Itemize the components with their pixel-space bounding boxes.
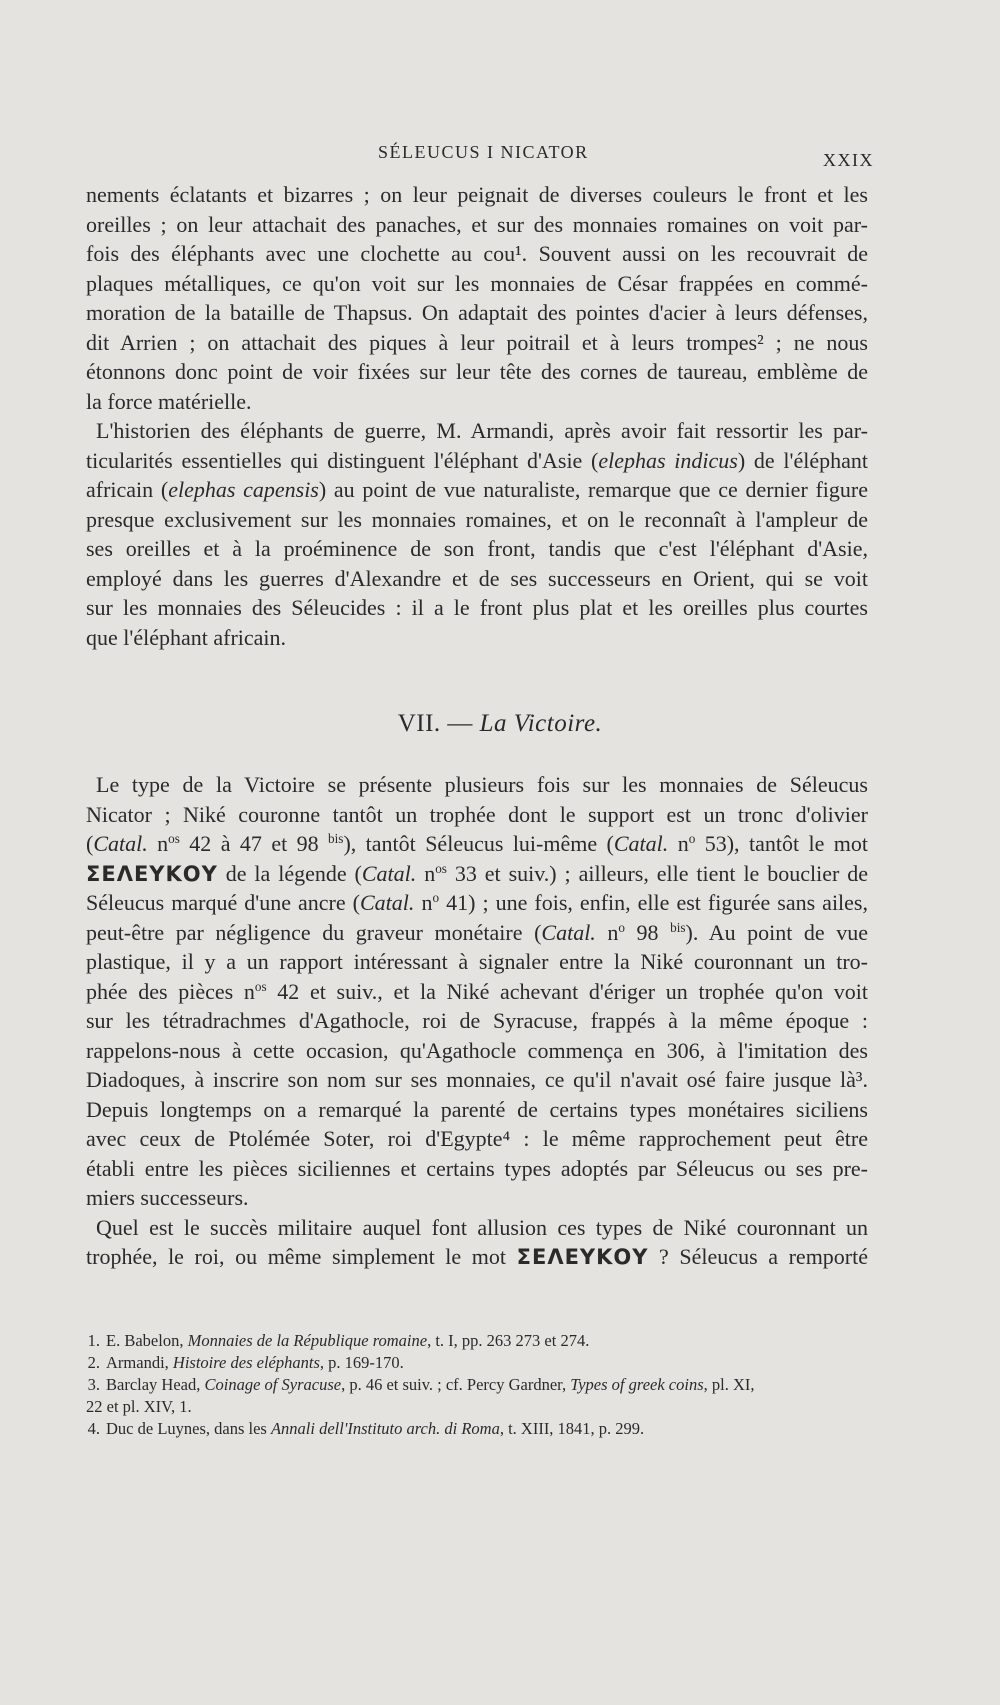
section-heading	[0, 710, 1000, 738]
text-run: n	[416, 860, 436, 886]
italic-term: Catal.	[361, 860, 417, 886]
paragraph-line: Quel est le succès militaire auquel font allusion ces types de Niké couronnant un	[96, 1214, 868, 1240]
text-run: n	[595, 919, 619, 945]
superscript: o	[432, 890, 440, 906]
text-run: 41) ; une fois, enfin, elle est figurée sans ailes,	[439, 890, 868, 915]
text-run: Duc de Luynes, dans les	[106, 1419, 271, 1438]
text-run: , pl. XI,	[703, 1375, 755, 1394]
text-run: africain (	[86, 477, 169, 502]
paragraph-line: plastique, il y a un rapport intéressant à signaler entre la Niké couronnant un tro-	[86, 949, 868, 974]
body-text-top	[86, 180, 868, 652]
footnote-continuation: 22 et pl. XIV, 1.	[86, 1397, 192, 1416]
italic-term: Catal.	[93, 831, 148, 856]
paragraph-line: plaques métalliques, ce qu'on voit sur les monnaies de César frappées en commé-	[86, 270, 868, 296]
italic-term: Catal.	[541, 919, 596, 945]
paragraph-line: L'historien des éléphants de guerre, M. Armandi, après avoir fait ressortir les par-	[96, 418, 868, 443]
paragraph-line: presque exclusivement sur les monnaies romaines, et on le reconnaît à l'ampleur de	[86, 506, 868, 532]
superscript: bis	[670, 919, 686, 935]
section-numeral: VII.	[397, 710, 441, 737]
italic-term: Coinage of Syracuse	[204, 1375, 342, 1394]
paragraph-line: Depuis longtemps on a remarqué la parenté de certains types monétaires siciliens	[86, 1096, 868, 1122]
text-run: 98	[624, 919, 671, 945]
paragraph-line	[86, 446, 868, 476]
text-run: n	[414, 890, 433, 915]
paragraph-line: moration de la bataille de Thapsus. On adaptait des pointes d'acier à leurs défenses,	[86, 300, 868, 325]
paragraph-line: dit Arrien ; on attachait des piques à leur poitrail et à leurs trompes² ; ne nous	[86, 329, 868, 355]
paragraph-line	[86, 829, 868, 859]
superscript: os	[435, 860, 447, 876]
paragraph-line	[86, 977, 868, 1007]
text-run: n	[668, 831, 689, 856]
paragraph-line: employé dans les guerres d'Alexandre et de ses successeurs en Orient, qui se voit	[86, 565, 868, 591]
text-run: E. Babelon,	[106, 1331, 188, 1350]
italic-term: elephas capensis	[168, 477, 319, 502]
italic-term: Catal.	[360, 890, 415, 915]
text-run: ) de l'éléphant	[737, 447, 868, 473]
text-run: 33 et suiv.) ; ailleurs, elle tient le bouclier de	[446, 860, 868, 886]
superscript: o	[618, 919, 625, 935]
text-run: 53), tantôt le mot	[695, 831, 868, 856]
footnote	[86, 1374, 868, 1396]
paragraph-line: la force matérielle.	[86, 388, 252, 414]
body-text-bottom	[86, 770, 868, 1272]
superscript: os	[254, 978, 267, 994]
text-run: Barclay Head,	[106, 1375, 205, 1394]
superscript: o	[688, 831, 696, 847]
text-run: phée des pièces n	[86, 978, 255, 1004]
text-run: (	[86, 831, 94, 856]
text-run: ). Au point de vue	[685, 919, 869, 945]
italic-term: Histoire des eléphants	[172, 1353, 320, 1372]
text-run: ), tantôt Séleucus lui-même (	[343, 831, 614, 856]
paragraph-line: oreilles ; on leur attachait des panaches, et sur des monnaies romaines on voit par-	[86, 211, 868, 237]
running-head-title: SÉLEUCUS I NICATOR	[378, 142, 589, 162]
text-run: , t. I, pp. 263 273 et 274.	[427, 1331, 590, 1350]
text-run: peut-être par négligence du graveur monétaire (	[86, 919, 542, 945]
paragraph-line: Diadoques, à inscrire son nom sur ses monnaies, ce qu'il n'avait osé faire jusque là³.	[86, 1067, 868, 1092]
footnote-number: 3.	[87, 1375, 100, 1394]
paragraph-line: sur les monnaies des Séleucides : il a le front plus plat et les oreilles plus courtes	[86, 595, 868, 620]
text-run: 42 et suiv., et la Niké achevant d'ériger un trophée qu'on voit	[266, 978, 868, 1004]
paragraph-line: Le type de la Victoire se présente plusieurs fois sur les monnaies de Séleucus	[96, 772, 868, 797]
paragraph-line: nements éclatants et bizarres ; on leur peignait de diverses couleurs le front et les	[86, 182, 868, 207]
footnote	[86, 1418, 868, 1440]
text-run: , t. XIII, 1841, p. 299.	[499, 1419, 645, 1438]
text-run: 42 à 47 et 98	[179, 831, 329, 856]
footnote	[86, 1352, 868, 1374]
section-title: La Victoire.	[479, 710, 603, 737]
page-number: XXIX	[823, 150, 874, 170]
footnotes	[86, 1330, 868, 1440]
paragraph-line	[86, 918, 868, 948]
greek-legend: ΣΕΛΕΥΚΟΥ	[516, 1245, 649, 1269]
text-run: trophée, le roi, ou même simplement le mot	[86, 1244, 517, 1269]
text-run: , p. 169-170.	[319, 1353, 404, 1372]
paragraph-line: avec ceux de Ptolémée Soter, roi d'Egypte⁴ : le même rapprochement peut être	[86, 1126, 868, 1151]
paragraph-line: sur les tétradrachmes d'Agathocle, roi de Syracuse, frappés à la même époque :	[86, 1008, 868, 1033]
section-dash: —	[447, 710, 473, 737]
footnote-number: 4.	[87, 1419, 100, 1438]
text-run: ) au point de vue naturaliste, remarque que ce dernier figure	[318, 477, 869, 502]
paragraph-line: ses oreilles et à la proéminence de son front, tandis que c'est l'éléphant d'Asie,	[86, 536, 868, 561]
italic-term: Monnaies de la République romaine	[187, 1331, 428, 1350]
italic-term: Types of greek coins	[570, 1375, 704, 1394]
text-run: de la légende (	[217, 860, 362, 886]
paragraph-line: établi entre les pièces siciliennes et certains types adoptés par Séleucus ou ses pre-	[86, 1155, 868, 1181]
paragraph-line	[86, 888, 868, 918]
paragraph-line	[86, 1242, 868, 1272]
footnote	[86, 1330, 868, 1352]
superscript: bis	[328, 831, 344, 847]
greek-legend: ΣΕΛΕΥΚΟΥ	[86, 861, 218, 886]
paragraph-line: fois des éléphants avec une clochette au cou¹. Souvent aussi on les recouvrait de	[86, 241, 868, 266]
paragraph-line: rappelons-nous à cette occasion, qu'Agathocle commença en 306, à l'imitation des	[86, 1037, 868, 1063]
running-head	[0, 142, 1000, 172]
paragraph-line: que l'éléphant africain.	[86, 624, 287, 650]
italic-term: Annali dell'Instituto arch. di Roma	[270, 1419, 500, 1438]
text-run: n	[147, 831, 169, 856]
paragraph-line: étonnons donc point de voir fixées sur leur tête des cornes de taureau, emblème de	[86, 359, 868, 384]
paragraph-line	[86, 475, 868, 505]
italic-term: Catal.	[613, 831, 669, 856]
text-run: Armandi,	[106, 1353, 173, 1372]
paragraph-line: Nicator ; Niké couronne tantôt un trophée dont le support est un tronc d'olivier	[86, 801, 868, 827]
text-run: ticularités essentielles qui distinguent l'éléphant d'Asie (	[86, 447, 599, 473]
paragraph-line	[86, 859, 868, 889]
text-run: Séleucus marqué d'une ancre (	[86, 890, 360, 915]
footnote-number: 1.	[87, 1331, 100, 1350]
superscript: os	[168, 831, 180, 847]
text-run: , p. 46 et suiv. ; cf. Percy Gardner,	[341, 1375, 571, 1394]
footnote-number: 2.	[87, 1353, 100, 1372]
text-run: ? Séleucus a remporté	[648, 1244, 869, 1269]
paragraph-line: miers successeurs.	[86, 1185, 249, 1210]
italic-term: elephas indicus	[598, 447, 738, 473]
